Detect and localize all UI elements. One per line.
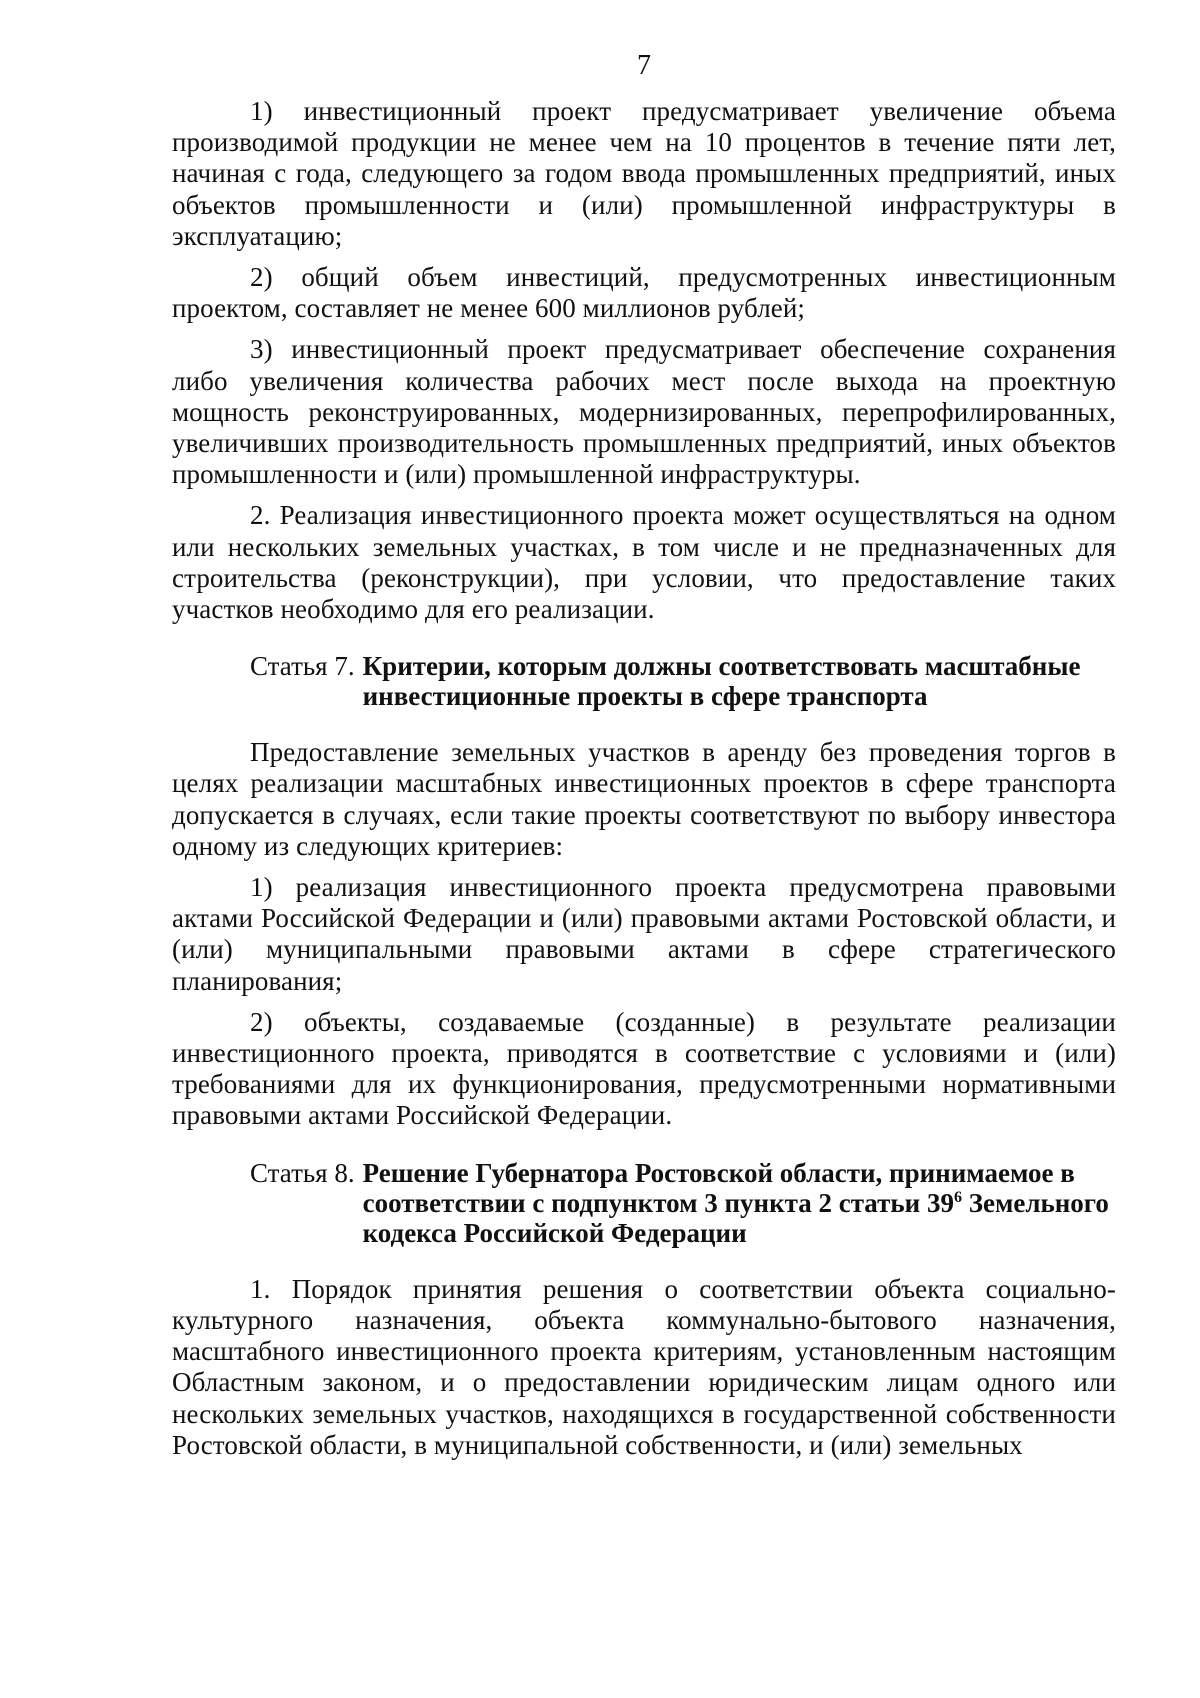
article-8-title-part1: Решение Губернатора Ростовской области, принимаемое в соответствии с подпунктом 3 пункта 2 статьи 39 — [362, 1157, 1075, 1218]
paragraph-article-7-item-1: 1) реализация инвестиционного проекта предусмотрена правовыми актами Российской Федерации и (или) правовыми актами Ростовской области, и (или) муниципальными правовыми актами в сфере стратегического планирования; — [172, 872, 1116, 996]
document-page — [172, 50, 1116, 1471]
article-7-title: Критерии, которым должны соответствовать масштабные инвестиционные проекты в сфере транспорта — [362, 651, 1081, 712]
article-8-heading — [250, 1158, 1116, 1248]
article-8-title — [363, 1158, 1116, 1248]
paragraph-article-7-item-2: 2) объекты, создаваемые (созданные) в результате реализации инвестиционного проекта, приводятся в соответствие с условиями и (или) требованиями для их функционирования, предусмотренными нормативными правовыми актами Российской Федерации. — [172, 1006, 1116, 1131]
page-number: 7 — [637, 50, 651, 81]
article-8-title-superscript: 6 — [953, 1188, 962, 1206]
article-8-title-part2: Земельного кодекса Российской Федерации — [362, 1187, 1109, 1248]
article-7-label: Статья 7. — [250, 651, 355, 682]
paragraph-article-7-intro: Предоставление земельных участков в аренду без проведения торгов в целях реализации масштабных инвестиционных проектов в сфере транспорта допускается в случаях, если такие проекты соответствуют по выбору инвестора одному из следующих критериев: — [172, 737, 1116, 861]
paragraph-item-1: 1) инвестиционный проект предусматривает увеличение объема производимой продукции не менее чем на 10 процентов в течение пяти лет, начиная с года, следующего за годом ввода промышленных предприятий, иных объектов промышленности и (или) промышленной инфраструктуры в эксплуатацию; — [172, 96, 1116, 251]
paragraph-item-2: 2) общий объем инвестиций, предусмотренных инвестиционным проектом, составляет не менее 600 миллионов рублей; — [172, 262, 1116, 324]
paragraph-article-8-clause-1: 1. Порядок принятия решения о соответствии объекта социально-культурного назначения, объекта коммунально-бытового назначения, масштабного инвестиционного проекта критериям, установленным настоящим Областным законом, и о предоставлении юридическим лицам одного или нескольких земельных участков, находящихся в государственной собственности Ростовской области, в муниципальной собственности, и (или) земельных — [172, 1273, 1116, 1460]
paragraph-clause-2: 2. Реализация инвестиционного проекта может осуществляться на одном или нескольких земельных участках, в том числе и не предназначенных для строительства (реконструкции), при условии, что предоставление таких участков необходимо для его реализации. — [172, 500, 1116, 625]
article-7-heading — [250, 651, 1116, 711]
paragraph-item-3: 3) инвестиционный проект предусматривает обеспечение сохранения либо увеличения количества рабочих мест после выхода на проектную мощность реконструированных, модернизированных, перепрофилированных, увеличивших производительность промышленных предприятий, иных объектов промышленности и (или) промышленной инфраструктуры. — [172, 334, 1116, 490]
article-8-label: Статья 8. — [250, 1157, 355, 1188]
